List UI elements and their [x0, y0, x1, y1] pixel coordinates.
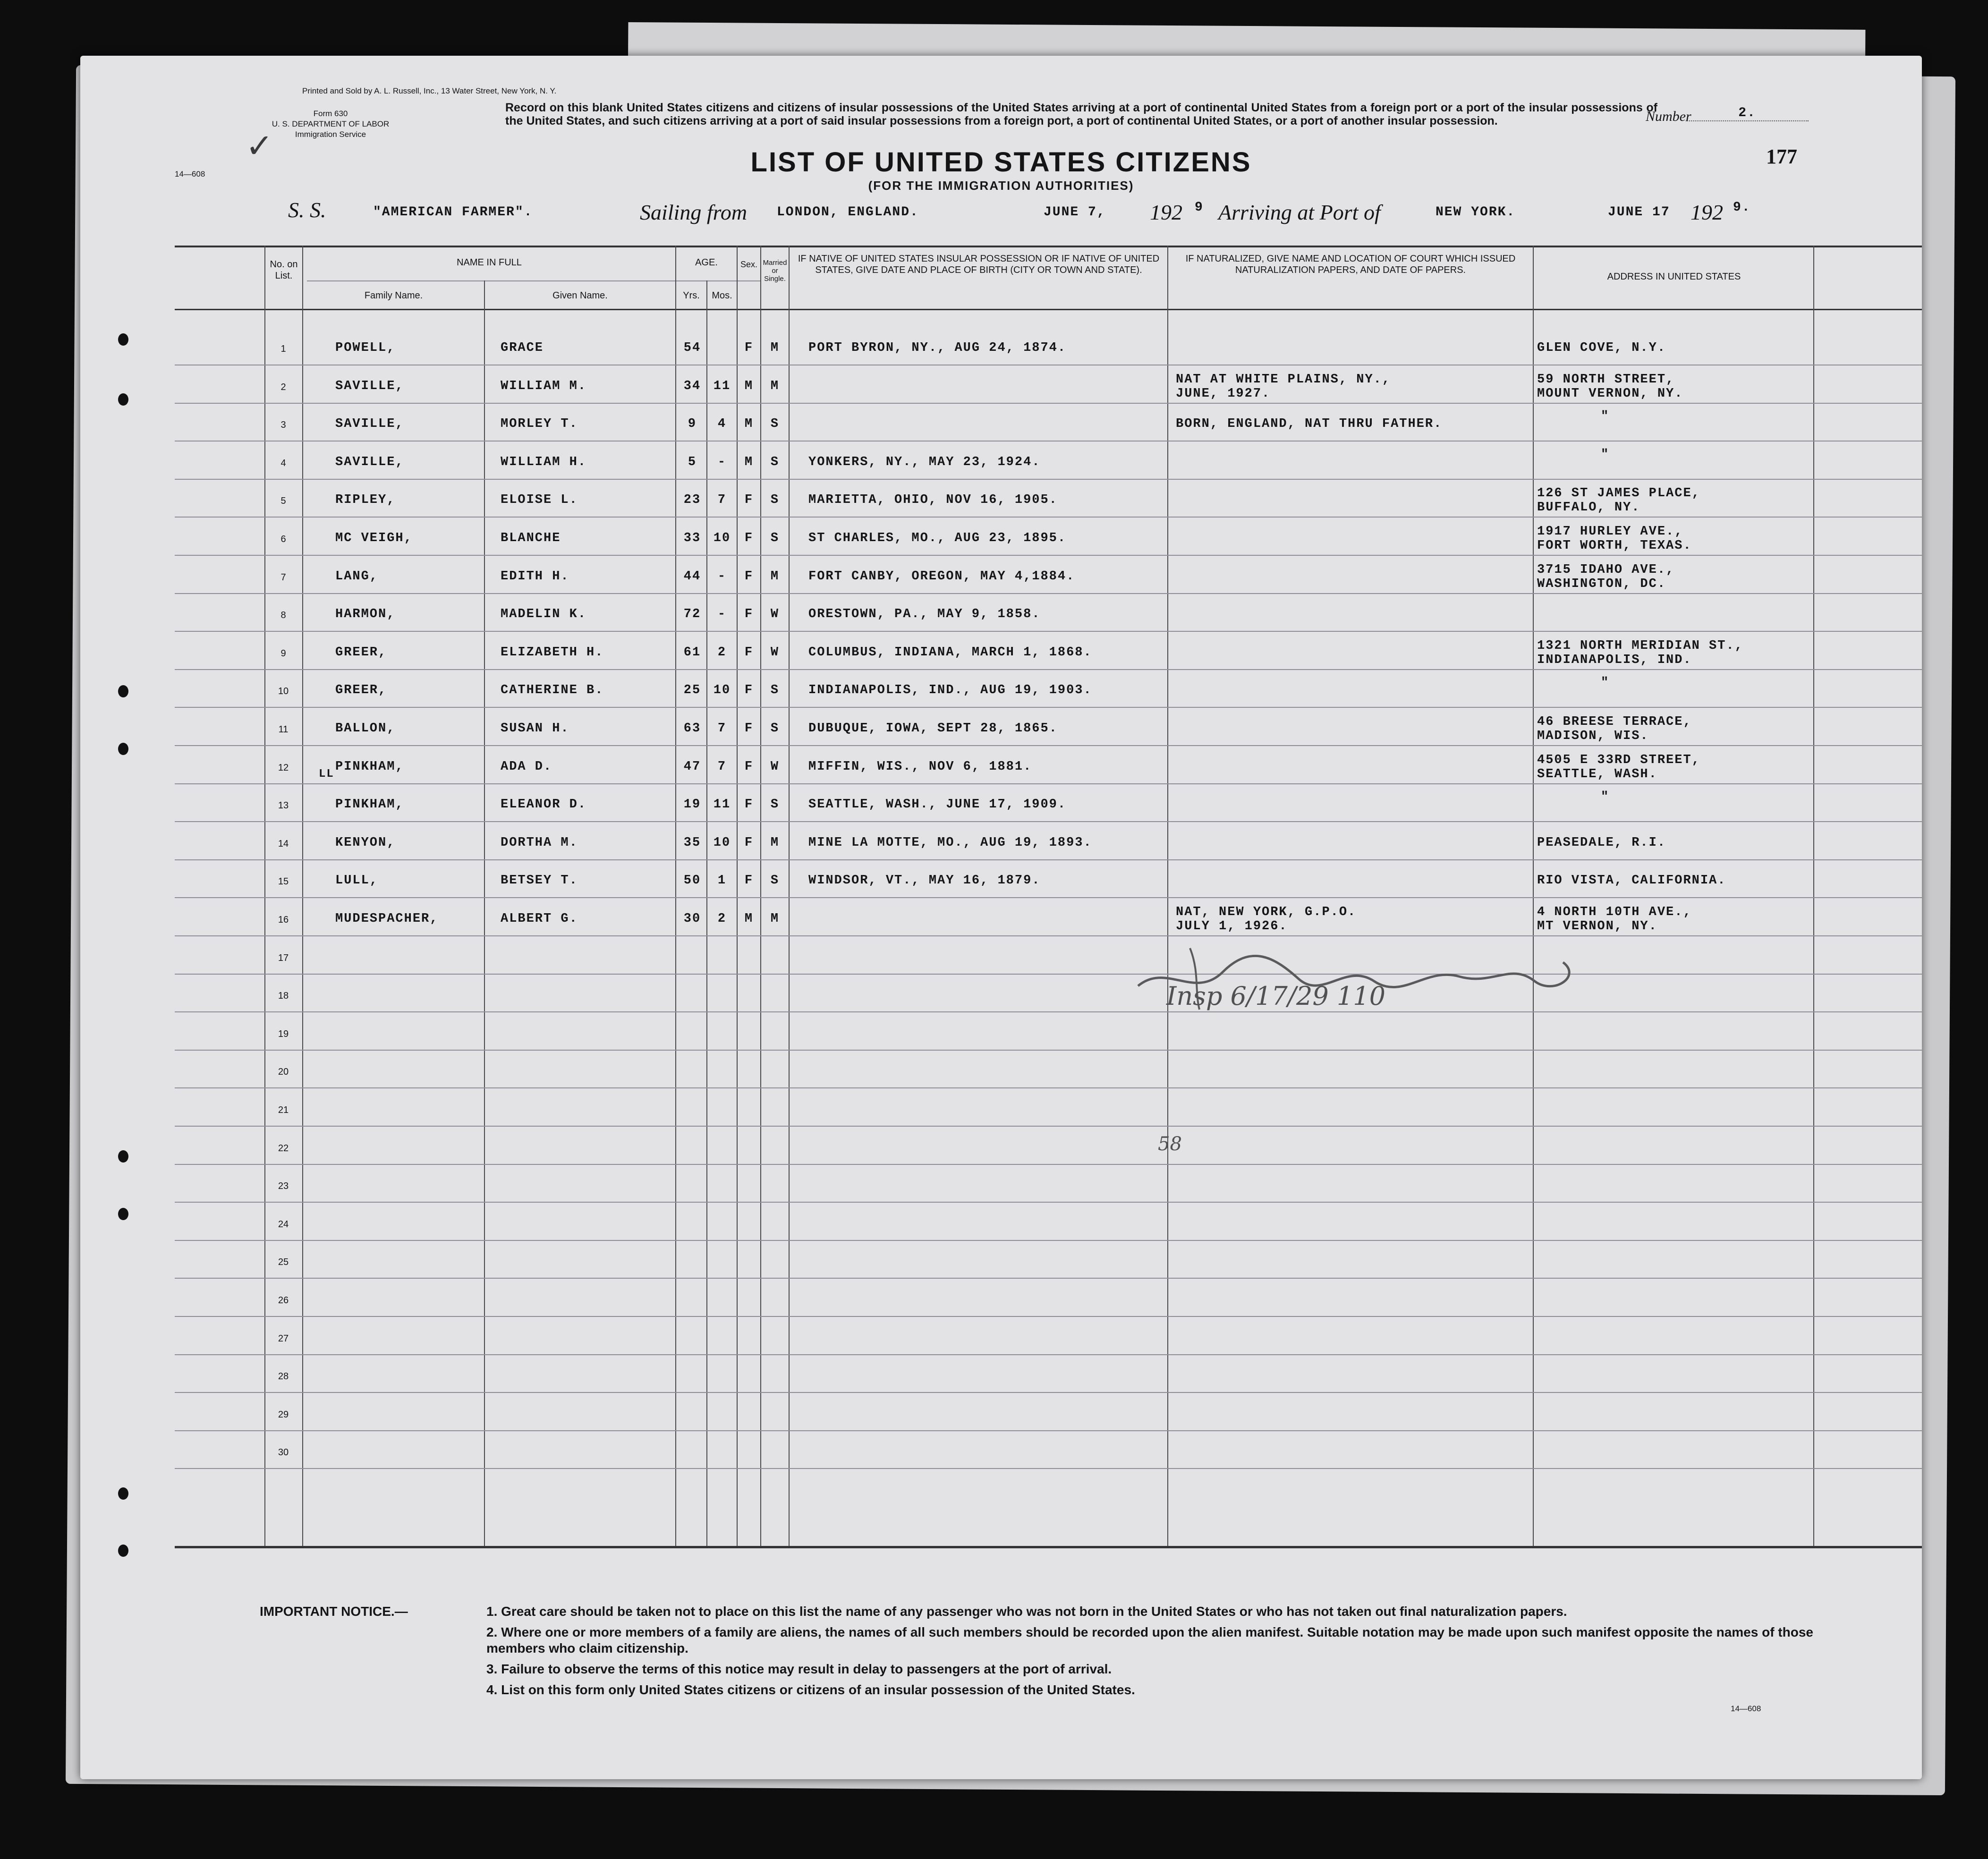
cell-ms: S — [770, 683, 780, 698]
cell-yrs: 61 — [683, 645, 701, 660]
cell-family: MUDESPACHER, — [335, 912, 439, 926]
cell-mos: - — [717, 569, 727, 584]
cell-birth: DUBUQUE, IOWA, SEPT 28, 1865. — [808, 722, 1058, 736]
name-subheader-rule — [307, 280, 760, 281]
row-rule — [175, 1316, 1922, 1317]
row-number: 16 — [278, 915, 289, 925]
cell-sex: F — [744, 607, 754, 622]
binder-hole — [118, 1545, 128, 1557]
cell-given: GRACE — [501, 341, 544, 355]
arrival-year: 9. — [1733, 200, 1751, 215]
cell-mos: 11 — [713, 379, 731, 393]
cell-address: 4505 E 33RD STREET, — [1537, 753, 1700, 767]
row-number: 6 — [280, 534, 286, 544]
cell-sex: F — [744, 493, 754, 508]
cell-given: SUSAN H. — [501, 722, 569, 736]
row-number: 19 — [278, 1028, 289, 1039]
cell-mos: - — [717, 455, 727, 469]
cell-yrs: 23 — [683, 493, 701, 508]
header-mos: Mos. — [712, 290, 732, 301]
number-value: 2. — [1686, 106, 1809, 121]
arrival-year-prefix: 192 — [1691, 200, 1723, 224]
cell-family: PINKHAM, — [335, 759, 404, 774]
page-mark: 58 — [1158, 1133, 1182, 1155]
cell-yrs: 44 — [683, 569, 701, 584]
header-yrs: Yrs. — [683, 290, 700, 301]
row-number: 9 — [280, 648, 286, 659]
cell-ms: W — [770, 645, 780, 660]
header-sex: Sex. — [740, 260, 758, 269]
header-birth-place: IF NATIVE OF UNITED STATES INSULAR POSSESSION OR IF NATIVE OF UNITED STATES, GIVE DATE AND PLACE OF BIRTH (CITY OR TOWN AND STATE). — [798, 254, 1160, 275]
row-rule — [175, 517, 1922, 518]
cell-given: MADELIN K. — [501, 607, 587, 622]
cell-address: " — [1601, 409, 1610, 424]
cell-yrs: 25 — [683, 683, 701, 698]
service-name: Immigration Service — [295, 130, 366, 139]
cell-family: SAVILLE, — [335, 379, 404, 393]
cell-mos: 7 — [717, 493, 727, 508]
cell-family: KENYON, — [335, 835, 396, 850]
cell-sex: M — [744, 417, 754, 432]
cell-family: LULL, — [335, 874, 379, 888]
form-number: Form 630 — [313, 109, 348, 118]
cell-address: 126 ST JAMES PLACE, — [1537, 486, 1700, 501]
sailing-from-label: Sailing from — [640, 200, 748, 224]
row-number: 29 — [278, 1409, 289, 1420]
cell-family: POWELL, — [335, 341, 396, 355]
cell-sex: F — [744, 874, 754, 888]
row-rule — [175, 897, 1922, 898]
row-rule — [175, 1240, 1922, 1241]
departure-port: LONDON, ENGLAND. — [777, 205, 919, 220]
cell-family: HARMON, — [335, 607, 396, 622]
cell-address: SEATTLE, WASH. — [1537, 767, 1657, 781]
cell-ms: S — [770, 493, 780, 508]
cell-ms: M — [770, 379, 780, 393]
row-number: 7 — [280, 572, 286, 583]
row-rule — [175, 1430, 1922, 1431]
cell-address: PEASEDALE, R.I. — [1537, 835, 1666, 850]
cell-birth: MINE LA MOTTE, MO., AUG 19, 1893. — [808, 835, 1092, 850]
cell-naturalization: JUNE, 1927. — [1176, 386, 1271, 401]
row-rule — [175, 1050, 1922, 1051]
row-rule — [175, 1468, 1922, 1469]
page-subtitle: (FOR THE IMMIGRATION AUTHORITIES) — [868, 178, 1134, 193]
cell-birth: ORESTOWN, PA., MAY 9, 1858. — [808, 607, 1041, 622]
cell-mos: 10 — [713, 835, 731, 850]
cell-birth: MIFFIN, WIS., NOV 6, 1881. — [808, 759, 1032, 774]
cell-yrs: 34 — [683, 379, 701, 393]
cell-yrs: 5 — [688, 455, 697, 469]
cell-given: BETSEY T. — [501, 874, 578, 888]
row-rule — [175, 859, 1922, 860]
cell-ms: M — [770, 912, 780, 926]
department-name: U. S. DEPARTMENT OF LABOR — [272, 119, 390, 128]
cell-sex: M — [744, 455, 754, 469]
cell-yrs: 50 — [683, 874, 701, 888]
cell-family: BALLON, — [335, 722, 396, 736]
notice-item: 3. Failure to observe the terms of this notice may result in delay to passengers at the port of arrival. — [486, 1662, 1112, 1676]
cell-ms: S — [770, 874, 780, 888]
col-rule — [484, 280, 485, 1546]
notice-label: IMPORTANT NOTICE.— — [260, 1604, 408, 1619]
cell-address: INDIANAPOLIS, IND. — [1537, 653, 1692, 667]
cell-yrs: 33 — [683, 531, 701, 545]
cell-family: RIPLEY, — [335, 493, 396, 508]
row-number: 5 — [280, 496, 286, 507]
cell-mos: - — [717, 607, 727, 622]
cell-sex: F — [744, 722, 754, 736]
cell-ms: W — [770, 607, 780, 622]
cell-given: ELOISE L. — [501, 493, 578, 508]
cell-yrs: 72 — [683, 607, 701, 622]
row-number: 2 — [280, 382, 286, 392]
cell-family: GREER, — [335, 645, 387, 660]
row-number: 10 — [278, 686, 289, 697]
cell-address: MOUNT VERNON, NY. — [1537, 386, 1683, 401]
binder-hole — [118, 393, 128, 406]
cell-address: 1917 HURLEY AVE., — [1537, 525, 1683, 539]
row-number: 21 — [278, 1105, 289, 1115]
departure-year: 9 — [1195, 200, 1204, 215]
cell-ms: M — [770, 835, 780, 850]
footer-code: 14—608 — [1731, 1704, 1761, 1713]
row-number: 26 — [278, 1295, 289, 1306]
cell-given: MORLEY T. — [501, 417, 578, 432]
binder-hole — [118, 1150, 128, 1163]
row-rule — [175, 669, 1922, 670]
ship-name: "AMERICAN FARMER". — [373, 205, 533, 220]
binder-hole — [118, 1208, 128, 1220]
row-rule — [175, 403, 1922, 404]
cell-birth: MARIETTA, OHIO, NOV 16, 1905. — [808, 493, 1058, 508]
cell-address: 4 NORTH 10TH AVE., — [1537, 905, 1692, 919]
page-stamp: 177 — [1766, 145, 1797, 168]
cell-ms: S — [770, 531, 780, 545]
cell-yrs: 19 — [683, 798, 701, 812]
header-bottom-rule — [175, 309, 1922, 310]
header-instructions: Record on this blank United States citizens and citizens of insular possessions of the United States arriving at a port of continental United States from a foreign port or a port of the insular possessions of the United States, and such citizens arriving at a port of said insular possessions from a foreign port, a port of continental United States, or a port of another insular possession. — [505, 101, 1657, 127]
cell-sex: M — [744, 379, 754, 393]
important-notice — [260, 1604, 1875, 1698]
notice-item: 1. Great care should be taken not to place on this list the name of any passenger who was not born in the United States or who has not taken out final naturalization papers. — [486, 1604, 1567, 1619]
cell-family: SAVILLE, — [335, 417, 404, 432]
row-rule — [175, 783, 1922, 784]
table-bottom-rule — [175, 1546, 1922, 1548]
cell-birth: FORT CANBY, OREGON, MAY 4,1884. — [808, 569, 1075, 584]
ss-label: S. S. — [288, 198, 326, 222]
cell-address: MT VERNON, NY. — [1537, 919, 1657, 934]
cell-family: SAVILLE, — [335, 455, 404, 469]
cell-ms: M — [770, 341, 780, 355]
year-prefix: 192 — [1150, 200, 1182, 224]
row-number: 28 — [278, 1371, 289, 1382]
cell-given: WILLIAM H. — [501, 455, 587, 469]
cell-mos: 1 — [717, 874, 727, 888]
row-rule — [175, 1278, 1922, 1279]
row-rule — [175, 479, 1922, 480]
cell-address: 3715 IDAHO AVE., — [1537, 562, 1675, 577]
arrival-port: NEW YORK. — [1436, 205, 1516, 220]
header-name-in-full: NAME IN FULL — [457, 257, 522, 268]
cell-family: MC VEIGH, — [335, 531, 413, 545]
cell-mos: 2 — [717, 912, 727, 926]
row-number: 17 — [278, 952, 289, 963]
cell-ms: S — [770, 417, 780, 432]
cell-mos: 10 — [713, 531, 731, 545]
row-number: 3 — [280, 420, 286, 431]
cell-naturalization: NAT AT WHITE PLAINS, NY., — [1176, 372, 1391, 387]
row-number: 8 — [280, 610, 286, 621]
cell-birth: ST CHARLES, MO., AUG 23, 1895. — [808, 531, 1067, 545]
binder-hole — [118, 333, 128, 346]
cell-family: PINKHAM, — [335, 798, 404, 812]
header-married-single: Married or Single. — [763, 259, 787, 283]
cell-mos: 7 — [717, 722, 727, 736]
cell-sex: M — [744, 912, 754, 926]
cell-given: ELIZABETH H. — [501, 645, 604, 660]
notice-item: 2. Where one or more members of a family are aliens, the names of all such members should be recorded upon the alien manifest. Suitable notation may be made upon such manifest opposite the names of those members who claim citizenship. — [486, 1625, 1813, 1655]
binder-hole — [118, 1487, 128, 1500]
row-number: 25 — [278, 1257, 289, 1268]
row-number: 12 — [278, 762, 289, 773]
binder-hole — [118, 743, 128, 755]
row-rule — [175, 1202, 1922, 1203]
cell-yrs: 30 — [683, 912, 701, 926]
row-rule — [175, 1354, 1922, 1355]
cell-sex: F — [744, 759, 754, 774]
header-naturalized: IF NATURALIZED, GIVE NAME AND LOCATION OF COURT WHICH ISSUED NATURALIZATION PAPERS, AND DATE OF PAPERS. — [1185, 254, 1516, 275]
row-number: 1 — [280, 344, 286, 354]
cell-address: GLEN COVE, N.Y. — [1537, 341, 1666, 355]
row-rule — [175, 1126, 1922, 1127]
cell-yrs: 35 — [683, 835, 701, 850]
cell-sex: F — [744, 341, 754, 355]
row-rule — [175, 821, 1922, 822]
row-rule — [175, 1164, 1922, 1165]
cell-naturalization: NAT, NEW YORK, G.P.O. — [1176, 905, 1357, 919]
row-number: 15 — [278, 876, 289, 887]
cell-address: WASHINGTON, DC. — [1537, 577, 1666, 591]
cell-given: CATHERINE B. — [501, 683, 604, 698]
cell-birth: PORT BYRON, NY., AUG 24, 1874. — [808, 341, 1067, 355]
row-number: 14 — [278, 838, 289, 849]
row-rule — [175, 1087, 1922, 1088]
cell-ms: M — [770, 569, 780, 584]
row-rule — [175, 555, 1922, 556]
cell-given: ADA D. — [501, 759, 552, 774]
cell-ms: W — [770, 759, 780, 774]
cell-mos: 4 — [717, 417, 727, 432]
cell-given: DORTHA M. — [501, 835, 578, 850]
row-number: 22 — [278, 1143, 289, 1154]
arriving-label: Arriving at Port of — [1218, 200, 1381, 224]
cell-yrs: 47 — [683, 759, 701, 774]
cell-address: 46 BREESE TERRACE, — [1537, 715, 1692, 729]
row-number: 23 — [278, 1181, 289, 1192]
row-rule — [175, 1392, 1922, 1393]
cell-sex: F — [744, 531, 754, 545]
cell-mos: 7 — [717, 759, 727, 774]
cell-ms: S — [770, 798, 780, 812]
inspector-note: Insp 6/17/29 110 — [1166, 981, 1385, 1011]
row-number: 18 — [278, 991, 289, 1002]
cell-sex: F — [744, 835, 754, 850]
printer-line: Printed and Sold by A. L. Russell, Inc., 13 Water Street, New York, N. Y. — [302, 86, 557, 95]
cell-address: FORT WORTH, TEXAS. — [1537, 539, 1692, 553]
row-number: 4 — [280, 458, 286, 468]
cell-address: 1321 NORTH MERIDIAN ST., — [1537, 638, 1743, 653]
row-number: 27 — [278, 1333, 289, 1344]
header-family-name: Family Name. — [364, 290, 423, 301]
row-rule — [175, 593, 1922, 594]
cell-given: ELEANOR D. — [501, 798, 587, 812]
row-rule — [175, 745, 1922, 746]
cell-address: " — [1601, 447, 1610, 462]
row-number: 20 — [278, 1067, 289, 1078]
cell-given: ALBERT G. — [501, 912, 578, 926]
cell-given: BLANCHE — [501, 531, 561, 545]
cell-ms: S — [770, 455, 780, 469]
header-given-name: Given Name. — [552, 290, 608, 301]
header-no-on-list: No. on List. — [270, 259, 298, 281]
table-top-rule — [175, 246, 1922, 247]
row-rule — [175, 1011, 1922, 1012]
cell-mos: 10 — [713, 683, 731, 698]
cell-address: BUFFALO, NY. — [1537, 501, 1640, 515]
cell-birth: SEATTLE, WASH., JUNE 17, 1909. — [808, 798, 1067, 812]
cell-sex: F — [744, 645, 754, 660]
cell-birth: INDIANAPOLIS, IND., AUG 19, 1903. — [808, 683, 1092, 698]
cell-naturalization: JULY 1, 1926. — [1176, 919, 1288, 934]
page-title: LIST OF UNITED STATES CITIZENS — [750, 147, 1252, 178]
cell-sex: F — [744, 683, 754, 698]
cell-address: RIO VISTA, CALIFORNIA. — [1537, 874, 1726, 888]
cell-ms: S — [770, 722, 780, 736]
cell-mos: 2 — [717, 645, 727, 660]
notice-item: 4. List on this form only United States citizens or citizens of an insular possession of the United States. — [486, 1682, 1135, 1697]
manifest-page — [80, 56, 1922, 1779]
binder-hole — [118, 685, 128, 697]
row-number: 24 — [278, 1219, 289, 1230]
cell-sex: F — [744, 569, 754, 584]
row-rule — [175, 974, 1922, 975]
cell-address: " — [1601, 676, 1610, 690]
form-code: 14—608 — [175, 170, 205, 178]
header-address: ADDRESS IN UNITED STATES — [1607, 272, 1741, 282]
check-mark: ✓ — [246, 128, 273, 165]
cell-birth: WINDSOR, VT., MAY 16, 1879. — [808, 874, 1041, 888]
cell-address: MADISON, WIS. — [1537, 729, 1649, 743]
cell-yrs: 54 — [683, 341, 701, 355]
row-rule — [175, 707, 1922, 708]
cell-birth: COLUMBUS, INDIANA, MARCH 1, 1868. — [808, 645, 1092, 660]
cell-address: 59 NORTH STREET, — [1537, 372, 1675, 387]
header-age: AGE. — [695, 257, 718, 268]
row-rule — [175, 631, 1922, 632]
row-number: 11 — [278, 724, 289, 735]
cell-given: WILLIAM M. — [501, 379, 587, 393]
cell-address: " — [1601, 790, 1610, 805]
cell-yrs: 63 — [683, 722, 701, 736]
cell-family: LANG, — [335, 569, 379, 584]
cell-given: EDITH H. — [501, 569, 569, 584]
row-number: 30 — [278, 1447, 289, 1458]
arrival-date: JUNE 17 — [1608, 205, 1670, 220]
cell-sex: F — [744, 798, 754, 812]
row-rule — [175, 935, 1922, 936]
cell-naturalization: BORN, ENGLAND, NAT THRU FATHER. — [1176, 417, 1443, 432]
cell-yrs: 9 — [688, 417, 697, 432]
departure-date: JUNE 7, — [1044, 205, 1106, 220]
cell-family: GREER, — [335, 683, 387, 698]
row-number: 13 — [278, 800, 289, 811]
number-label: Number — [1646, 109, 1691, 124]
cell-mos: 11 — [713, 798, 731, 812]
cell-birth: YONKERS, NY., MAY 23, 1924. — [808, 455, 1041, 469]
col-rule — [706, 280, 707, 1546]
surname-correction: LL — [319, 768, 334, 781]
